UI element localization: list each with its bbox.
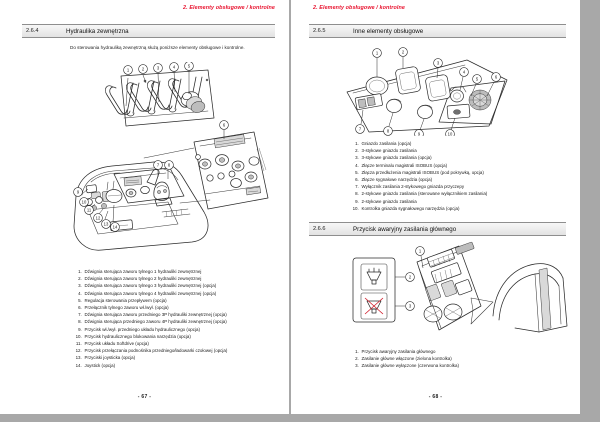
section-heading-2-6-5 <box>309 24 566 38</box>
svg-text:13: 13 <box>103 221 109 227</box>
svg-text:12: 12 <box>95 215 101 221</box>
svg-text:2: 2 <box>408 274 412 280</box>
legend-item: 1. Gniazdo zasilania (opcja) <box>360 140 575 147</box>
section-number: 2.6.4 <box>26 28 39 34</box>
svg-text:7: 7 <box>358 126 362 132</box>
callout-group-power <box>395 247 424 311</box>
svg-text:11: 11 <box>86 207 92 213</box>
svg-text:1: 1 <box>375 50 379 56</box>
svg-text:2: 2 <box>401 49 405 55</box>
switch-7 <box>355 93 383 109</box>
legend-list-2-6-5 <box>349 140 575 212</box>
fender-outline <box>493 264 567 332</box>
socket-9 <box>418 105 433 119</box>
svg-text:9: 9 <box>417 131 421 136</box>
section-heading-2-6-4 <box>22 24 275 38</box>
figure-external-hydraulics <box>58 62 288 258</box>
svg-text:1: 1 <box>126 67 130 73</box>
svg-text:6: 6 <box>222 122 226 128</box>
legend-item: 1. Przycisk awaryjny zasilania głównego <box>360 348 575 355</box>
battery-off-symbol <box>365 298 383 314</box>
svg-text:10: 10 <box>447 131 453 136</box>
legend-item: 8. 2-stykowe gniazdo zasilania (sterowane wyłącznikiem zasilania) <box>360 190 575 197</box>
legend-item: 2. 3-stykowe gniazdo zasilania <box>360 147 575 154</box>
legend-item: 8. Dźwignia sterująca przedniego zaworu 4P hydrauliki zewnętrznej (opcja) <box>83 318 288 325</box>
svg-text:3: 3 <box>408 303 412 309</box>
socket-3 <box>425 74 451 101</box>
svg-text:1: 1 <box>418 248 422 254</box>
svg-text:10: 10 <box>81 199 87 205</box>
section-title: Hydraulika zewnętrzna <box>66 27 129 35</box>
legend-item: 11. Przycisk układu Softdrive (opcja) <box>83 340 288 347</box>
side-console-group <box>194 132 268 209</box>
legend-list-2-6-4 <box>72 268 288 369</box>
socket-8 <box>387 99 402 113</box>
svg-text:3: 3 <box>156 65 160 71</box>
page-folio-left: - 67 - <box>137 394 152 400</box>
legend-item: 5. Złącza przedłużenia magistrali ISOBUS (pod pokrywką, opcja) <box>360 169 575 176</box>
legend-item: 13. Przyciski joysticka (opcja) <box>83 354 288 361</box>
section-heading-2-6-6 <box>309 222 566 236</box>
svg-text:4: 4 <box>172 64 176 70</box>
figure-main-power-switch <box>343 240 573 344</box>
battery-on-symbol <box>367 268 381 284</box>
svg-text:5: 5 <box>475 76 479 82</box>
svg-text:7: 7 <box>156 162 160 168</box>
switch-panel-group <box>417 242 481 330</box>
viewer-bottom-strip <box>0 414 600 422</box>
legend-item: 6. Przełącznik tylnego zaworu wł./wył. (opcja) <box>83 304 288 311</box>
section-title: Inne elementy obsługowe <box>353 27 424 35</box>
legend-item: 7. Dźwignia sterująca zaworu przedniego 3P hydrauliki zewnętrznej (opcja) <box>83 311 288 318</box>
armrest-body-group <box>74 162 208 250</box>
section-number: 2.6.6 <box>313 226 326 232</box>
section-title: Przycisk awaryjny zasilania głównego <box>353 225 457 233</box>
socket-1 <box>366 77 388 95</box>
svg-text:2: 2 <box>141 66 145 72</box>
legend-list-2-6-6 <box>349 348 575 370</box>
legend-item: 14. Joystick (opcja) <box>83 362 288 369</box>
page-left[interactable] <box>0 0 289 414</box>
legend-item: 3. Dźwignia sterująca zaworu tylnego 3 hydrauliki zewnętrznej (opcja) <box>83 282 288 289</box>
page-folio-right: - 68 - <box>428 394 443 400</box>
legend-item: 4. Złącze terminalu magistrali ISOBUS (opcja) <box>360 162 575 169</box>
socket-2 <box>395 66 421 94</box>
legend-item: 12. Przycisk przełączania podnośnika przedniego/ładowarki czołowej (opcja) <box>83 347 288 354</box>
legend-item: 10. Przycisk hydraulicznego blokowania narzędzia (opcja) <box>83 333 288 340</box>
legend-item: 3. 3-stykowe gniazdo zasilania (opcja) <box>360 154 575 161</box>
legend-item: 2. Dźwignia sterująca zaworu tylnego 2 hydrauliki zewnętrznej <box>83 275 288 282</box>
legend-item: 1. Dźwignia sterująca zaworu tylnego 1 hydrauliki zewnętrznej <box>83 268 288 275</box>
power-symbol-box <box>353 258 395 322</box>
running-head: 2. Elementy obsługowe / kontrolne <box>183 5 275 11</box>
page-right[interactable] <box>291 0 580 414</box>
intro-paragraph: Do sterowania hydrauliką zewnętrzną służą poniższe elementy obsługowe i kontrolne. <box>70 45 245 50</box>
svg-text:14: 14 <box>112 224 118 230</box>
legend-item: 9. 2-stykowe gniazdo zasilania <box>360 198 575 205</box>
svg-text:9: 9 <box>76 189 80 195</box>
svg-text:3: 3 <box>436 60 440 66</box>
legend-item: 7. Wyłącznik zasilania 2-stykowego gniazda przyczepy <box>360 183 575 190</box>
svg-text:8: 8 <box>167 162 171 168</box>
legend-item: 3. Zasilanie główne wyłączone (czerwona kontrolka) <box>360 362 575 369</box>
svg-text:5: 5 <box>187 63 191 69</box>
socket-4-5 <box>451 87 467 102</box>
section-number: 2.6.5 <box>313 28 326 34</box>
legend-item: 2. Zasilanie główne włączone (zielona kontrolka) <box>360 355 575 362</box>
legend-item: 5. Regulacja sterowania przepływem (opcja) <box>83 297 288 304</box>
legend-item: 10. Kontrolka gniazda sygnałowego narzędzia (opcja) <box>360 205 575 212</box>
figure-other-controls <box>339 44 569 136</box>
legend-item: 4. Dźwignia sterująca zaworu tylnego 4 hydrauliki zewnętrznej (opcja) <box>83 290 288 297</box>
lever-bank-group <box>105 67 214 126</box>
legend-item: 9. Przycisk wł./wył. przedniego układu hydraulicznego (opcja) <box>83 326 288 333</box>
running-head: 2. Elementy obsługowe / kontrolne <box>313 5 405 11</box>
svg-text:8: 8 <box>386 128 390 134</box>
legend-item: 6. Złącze sygnałowe narzędzia (opcja) <box>360 176 575 183</box>
svg-text:4: 4 <box>462 69 466 75</box>
svg-text:6: 6 <box>494 74 498 80</box>
indicator-10 <box>447 104 470 119</box>
